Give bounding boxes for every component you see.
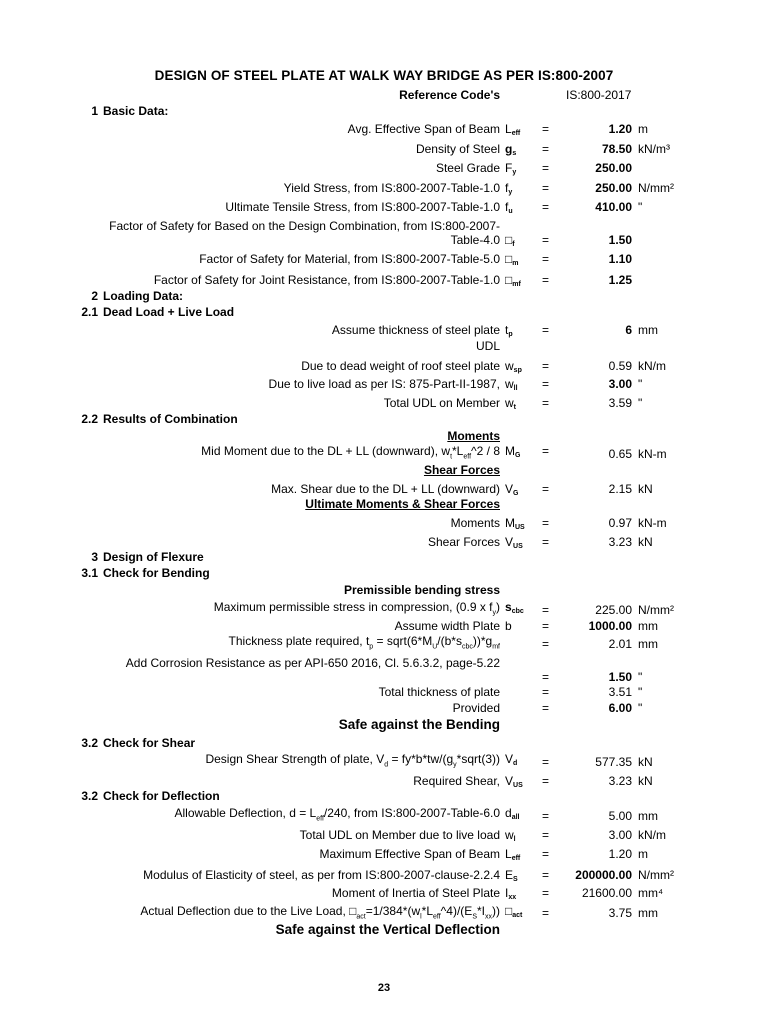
text: )) (492, 904, 500, 918)
row-value: 6.00 (608, 701, 632, 715)
text: ^2 / 8 (471, 444, 500, 458)
subscript: y (512, 169, 517, 176)
row-value: 3.59 (608, 396, 632, 410)
text: /(b*s (437, 634, 462, 648)
equals-sign: = (542, 396, 550, 410)
subscript: US (513, 543, 523, 550)
row-unit: mm (638, 637, 658, 651)
text: □ (505, 904, 513, 918)
equals-sign: = (542, 535, 550, 549)
row-description: Factor of Safety for Joint Resistance, from IS:800-2007-Table-1.0 (153, 273, 500, 287)
subscript: t (513, 404, 517, 411)
subscript: d (384, 761, 389, 769)
section-number: 3 (91, 550, 98, 564)
equals-sign: = (542, 122, 550, 136)
row-symbol (505, 774, 523, 793)
text: Mid Moment due to the DL + LL (downward), w (201, 444, 451, 458)
row-value: 3.23 (608, 774, 632, 788)
text: ) (496, 600, 500, 614)
text: *L (452, 444, 464, 458)
row-description: Maximum Effective Span of Beam (319, 847, 500, 861)
row-description: Density of Steel (415, 142, 500, 156)
equals-sign: = (542, 670, 550, 684)
equals-sign: = (542, 828, 550, 842)
text: w (505, 377, 514, 391)
text: V (505, 482, 514, 496)
section-number: 2.1 (81, 305, 98, 319)
subscript: mf (492, 643, 500, 651)
subscript: G (515, 452, 521, 459)
row-unit: " (638, 670, 643, 684)
row-symbol (505, 233, 515, 252)
subscript: y (453, 761, 457, 769)
row-description (174, 806, 500, 826)
text: *I (476, 904, 485, 918)
text: ))*g (472, 634, 493, 648)
text: E (505, 868, 514, 882)
equals-sign: = (542, 603, 550, 617)
subheading: Ultimate Moments & Shear Forces (305, 497, 500, 511)
row-value: 0.97 (608, 516, 632, 530)
row-description: Due to live load as per IS: 875-Part-II-1987, (268, 377, 500, 391)
row-unit: kN/m (638, 828, 666, 842)
subscript: u (508, 208, 513, 215)
text: L (505, 122, 512, 136)
text: *sqrt(3)) (456, 752, 500, 766)
row-description: Factor of Safety for Material, from IS:800-2007-Table-5.0 (199, 252, 500, 266)
text: =1/384*(w (365, 904, 421, 918)
section-number: 3.2 (81, 789, 98, 803)
row-symbol (505, 161, 516, 180)
section-number: 2.2 (81, 412, 98, 426)
equals-sign: = (542, 359, 550, 373)
subscript: xx (485, 913, 492, 921)
equals-sign: = (542, 619, 550, 633)
row-unit: " (638, 685, 643, 699)
row-unit: " (638, 377, 643, 391)
text: w (505, 359, 514, 373)
row-unit: mm (638, 323, 658, 337)
text: I (505, 886, 509, 900)
row-value: 1.20 (608, 847, 632, 861)
row-symbol (505, 482, 518, 501)
text: Design Shear Strength of plate, V (205, 752, 385, 766)
row-value: 3.75 (608, 906, 632, 920)
section-number: 1 (91, 104, 98, 118)
row-value: 1.20 (608, 122, 632, 136)
text: f (505, 200, 509, 214)
row-unit: kN/m (638, 359, 666, 373)
row-symbol: b (505, 619, 512, 633)
row-description: Add Corrosion Resistance as per API-650 2016, Cl. 5.6.3.2, page-5.22 (125, 656, 500, 670)
text: = fy*b*tw/(g (388, 752, 454, 766)
subscript: U (432, 643, 438, 651)
row-symbol (505, 847, 520, 866)
subscript: US (515, 524, 525, 531)
text: F (505, 161, 513, 175)
row-value: 2.15 (608, 482, 632, 496)
subscript: p (508, 331, 513, 338)
subscript: S (472, 913, 477, 921)
row-value: 21600.00 (581, 886, 632, 900)
equals-sign: = (542, 847, 550, 861)
row-symbol (505, 396, 516, 415)
row-description: Required Shear, (413, 774, 500, 788)
subscript: all (511, 814, 520, 821)
row-description (201, 444, 500, 464)
row-value: 1.50 (608, 233, 632, 247)
section-number: 3.2 (81, 736, 98, 750)
row-value: 3.00 (608, 828, 632, 842)
section-number: 3.1 (81, 566, 98, 580)
subscript: eff (511, 130, 521, 137)
subscript: sp (513, 367, 522, 374)
row-description: Factor of Safety for Based on the Design Combination, from IS:800-2007-Table-4.0 (109, 219, 500, 247)
reference-label: Reference Code's (399, 88, 500, 102)
text: *L (421, 904, 434, 918)
row-unit: kN (638, 755, 653, 769)
equals-sign: = (542, 377, 550, 391)
equals-sign: = (542, 755, 550, 769)
row-symbol (505, 359, 522, 378)
row-value: 1.50 (608, 670, 632, 684)
row-unit: m (638, 122, 648, 136)
row-unit: " (638, 701, 643, 715)
subscript: d (513, 760, 518, 767)
row-symbol (505, 600, 524, 619)
row-unit: kN/m³ (638, 142, 670, 156)
row-description: Max. Shear due to the DL + LL (downward) (271, 482, 500, 496)
reference-value: IS:800-2017 (566, 88, 632, 102)
equals-sign: = (542, 809, 550, 823)
subscript: f (512, 241, 515, 248)
row-description: Moments (450, 516, 500, 530)
row-symbol (505, 273, 521, 292)
row-description: Shear Forces (427, 535, 500, 549)
row-symbol (505, 200, 513, 219)
row-value: 1.25 (608, 273, 632, 287)
row-description: Assume thickness of steel plate (331, 323, 500, 337)
subheading: Moments (447, 429, 500, 443)
equals-sign: = (542, 774, 550, 788)
subscript: s (512, 150, 517, 157)
text: M (505, 516, 515, 530)
row-description: Assume width Plate (394, 619, 500, 633)
subscript: mf (512, 281, 521, 288)
equals-sign: = (542, 906, 550, 920)
row-value: 2.01 (608, 637, 632, 651)
section-label: Loading Data: (103, 289, 183, 303)
section-number: 2 (91, 289, 98, 303)
row-description: Modulus of Elasticity of steel, as per from IS:800-2007-clause-2.2.4 (143, 868, 500, 882)
equals-sign: = (542, 323, 550, 337)
text: Allowable Deflection, d = L (174, 806, 317, 820)
text: V (505, 535, 514, 549)
text: Maximum permissible stress in compression, (0.9 x f (213, 600, 493, 614)
row-description: Due to dead weight of roof steel plate (301, 359, 500, 373)
subscript: xx (508, 894, 517, 901)
row-symbol (505, 122, 520, 141)
row-unit: N/mm² (638, 868, 674, 882)
equals-sign: = (542, 200, 550, 214)
section-label: Results of Combination (103, 412, 238, 426)
safe-deflection-note: Safe against the Vertical Deflection (275, 922, 500, 937)
section-label: Basic Data: (103, 104, 169, 118)
row-unit: N/mm² (638, 603, 674, 617)
row-unit: kN (638, 774, 653, 788)
row-unit: mm (638, 619, 658, 633)
row-symbol (505, 444, 520, 463)
subscript: act (512, 912, 523, 919)
row-value: 78.50 (601, 142, 632, 156)
row-unit: mm (638, 906, 658, 920)
subscript: l (420, 913, 422, 921)
text: Thickness plate required, t (228, 634, 370, 648)
row-description: Moment of Inertia of Steel Plate (331, 886, 500, 900)
subscript: l (513, 836, 516, 843)
row-unit: m (638, 847, 648, 861)
subscript: act (356, 913, 366, 921)
safe-bending-note: Safe against the Bending (338, 717, 500, 732)
page-number: 23 (377, 982, 391, 994)
text: g (505, 142, 513, 156)
text: t (505, 323, 509, 337)
subscript: m (512, 260, 519, 267)
row-symbol (505, 252, 518, 271)
text: □ (505, 273, 513, 287)
row-unit: kN-m (638, 447, 667, 461)
subscript: eff (511, 855, 521, 862)
row-unit: kN (638, 482, 653, 496)
row-value: 3.00 (608, 377, 632, 391)
row-description: Steel Grade (435, 161, 500, 175)
subscript: y (508, 189, 513, 196)
subscript: y (492, 609, 496, 617)
equals-sign: = (542, 886, 550, 900)
equals-sign: = (542, 252, 550, 266)
subscript: p (369, 643, 374, 651)
equals-sign: = (542, 444, 550, 458)
subscript: G (513, 490, 519, 497)
text: = sqrt(6*M (373, 634, 433, 648)
subscript: t (450, 453, 453, 461)
text: ^4)/(E (440, 904, 473, 918)
subheading: Shear Forces (423, 463, 500, 477)
text: /240, from IS:800-2007-Table-6.0 (323, 806, 500, 820)
row-unit: " (638, 200, 643, 214)
row-symbol (505, 377, 518, 396)
row-symbol (505, 886, 516, 905)
section-label: Check for Deflection (103, 789, 220, 803)
equals-sign: = (542, 868, 550, 882)
row-description (214, 600, 500, 620)
row-value: 5.00 (608, 809, 632, 823)
row-value: 3.23 (608, 535, 632, 549)
text: M (505, 444, 515, 458)
row-symbol (505, 535, 523, 554)
row-symbol (505, 516, 525, 535)
row-unit: N/mm² (638, 181, 674, 195)
text: w (505, 396, 514, 410)
row-description: Total thickness of plate (378, 685, 500, 699)
equals-sign: = (542, 181, 550, 195)
text: L (505, 847, 512, 861)
text: w (505, 828, 514, 842)
subscript: US (513, 782, 523, 789)
text: f (505, 181, 509, 195)
row-symbol (505, 904, 522, 923)
row-unit: mm (638, 809, 658, 823)
row-description: UDL (475, 339, 500, 353)
row-value: 6 (625, 323, 632, 337)
equals-sign: = (542, 482, 550, 496)
equals-sign: = (542, 516, 550, 530)
row-description: Provided (452, 701, 500, 715)
text: V (505, 752, 514, 766)
row-value: 577.35 (595, 755, 632, 769)
text: s (505, 600, 512, 614)
row-unit: kN (638, 535, 653, 549)
page-title: DESIGN OF STEEL PLATE AT WALK WAY BRIDGE AS PER IS:800-2007 (154, 68, 614, 83)
row-symbol (505, 181, 512, 200)
text: □ (505, 252, 513, 266)
equals-sign: = (542, 142, 550, 156)
subscript: eff (316, 815, 324, 823)
subscript: S (513, 876, 518, 883)
equals-sign: = (542, 701, 550, 715)
row-value: 3.51 (608, 685, 632, 699)
section-label: Design of Flexure (103, 550, 204, 564)
equals-sign: = (542, 637, 550, 651)
row-value: 1.10 (608, 252, 632, 266)
subscript: eff (463, 453, 472, 461)
text: V (505, 774, 514, 788)
row-symbol (505, 752, 517, 771)
row-description: Ultimate Tensile Stress, from IS:800-2007-Table-1.0 (225, 200, 500, 214)
row-value: 250.00 (595, 161, 632, 175)
equals-sign: = (542, 233, 550, 247)
row-symbol (505, 868, 518, 887)
section-label: Dead Load + Live Load (103, 305, 235, 319)
row-description: Yield Stress, from IS:800-2007-Table-1.0 (283, 181, 500, 195)
row-description: Total UDL on Member (383, 396, 500, 410)
section-label: Check for Shear (103, 736, 196, 750)
subscript: ll (513, 385, 518, 392)
row-value: 0.65 (608, 447, 632, 461)
row-symbol (505, 323, 513, 342)
row-value: 410.00 (595, 200, 632, 214)
equals-sign: = (542, 685, 550, 699)
row-symbol (505, 142, 516, 161)
row-value: 250.00 (595, 181, 632, 195)
section-label: Check for Bending (103, 566, 210, 580)
text: □ (505, 233, 513, 247)
row-value: 200000.00 (575, 868, 632, 882)
equals-sign: = (542, 161, 550, 175)
subscript: cbc (511, 608, 524, 615)
row-unit: kN-m (638, 516, 667, 530)
row-value: 0.59 (608, 359, 632, 373)
subscript: eff (433, 913, 441, 921)
row-unit: mm⁴ (638, 886, 664, 900)
row-symbol (505, 806, 519, 825)
text: Actual Deflection due to the Live Load, □ (140, 904, 357, 918)
equals-sign: = (542, 273, 550, 287)
row-value: 225.00 (595, 603, 632, 617)
row-unit: " (638, 396, 643, 410)
row-symbol (505, 828, 516, 847)
row-description (205, 752, 500, 772)
row-value: 1000.00 (588, 619, 632, 633)
row-description: Avg. Effective Span of Beam (347, 122, 500, 136)
text: d (505, 806, 512, 820)
subheading: Premissible bending stress (343, 583, 500, 597)
row-description (229, 634, 500, 654)
subscript: cbc (461, 643, 473, 651)
row-description: Total UDL on Member due to live load (299, 828, 500, 842)
